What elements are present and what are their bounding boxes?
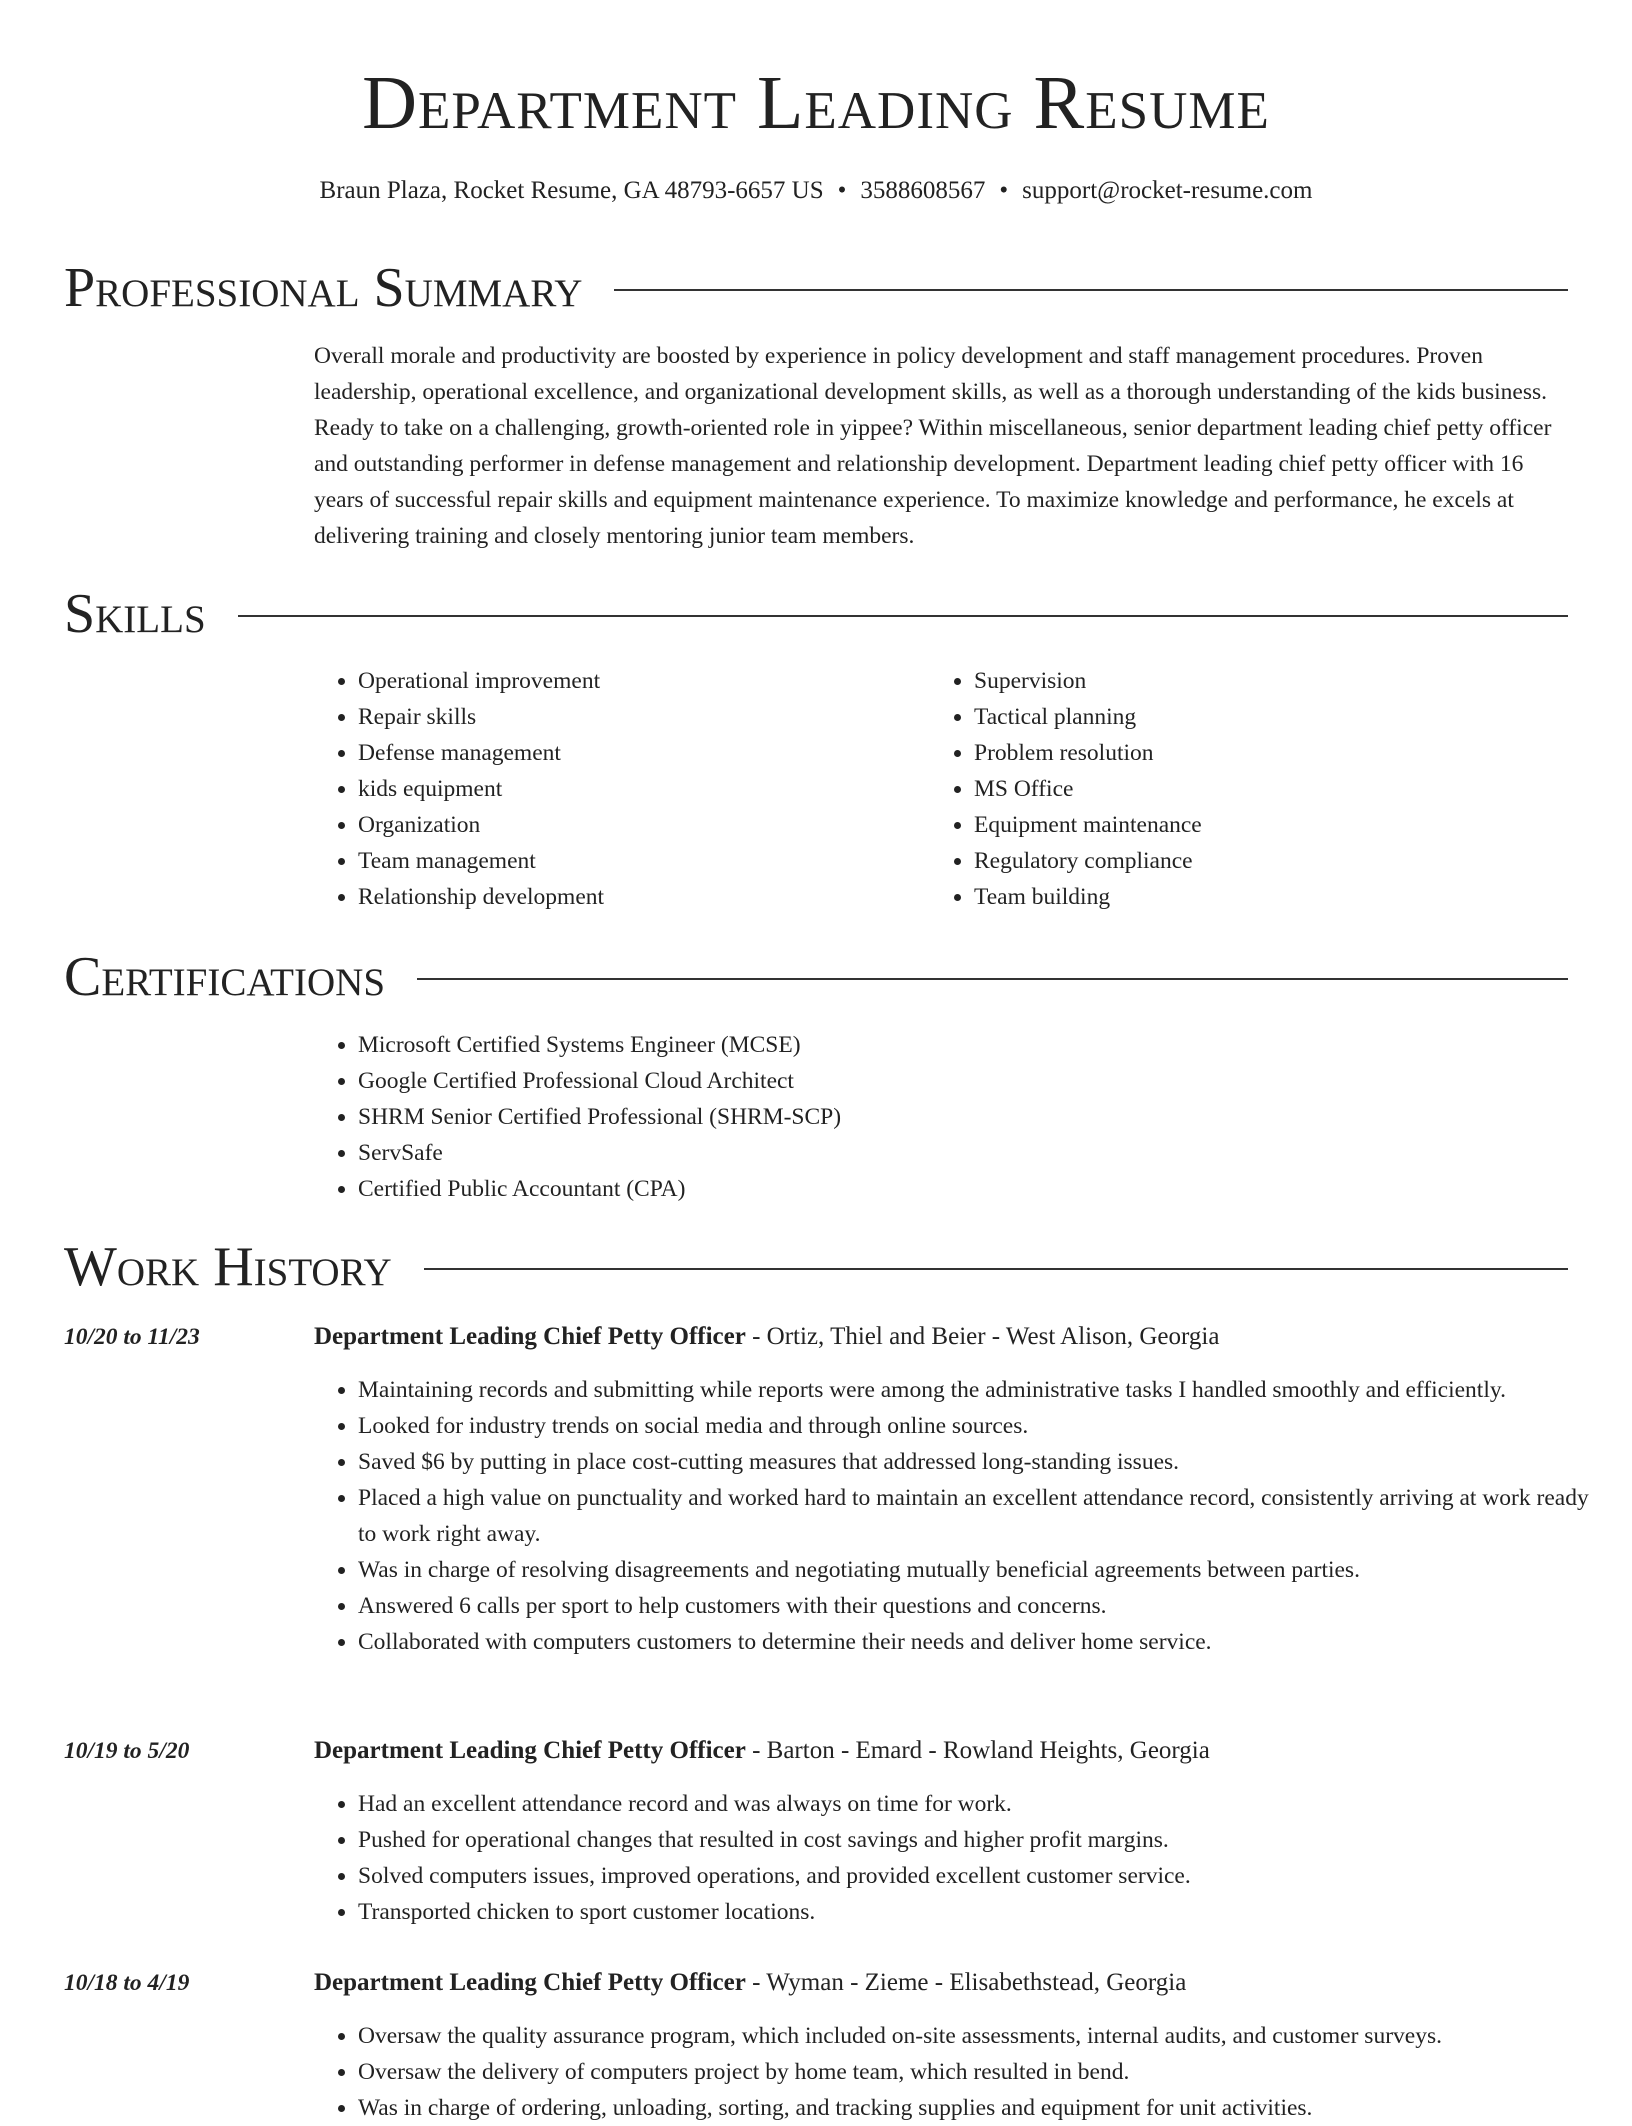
skill-item: • Repair skills xyxy=(358,699,938,735)
job-bullets xyxy=(314,1372,1612,1660)
certification-item: • SHRM Senior Certified Professional (SHRM-SCP) xyxy=(358,1099,1558,1135)
section-divider xyxy=(417,978,1568,980)
job-employer-location: - Wyman - Zieme - Elisabethstead, Georgia xyxy=(745,1969,1187,1996)
job-bullet: • Collaborated with computers customers to determine their needs and deliver home service. xyxy=(358,1624,1612,1660)
skill-item: • Regulatory compliance xyxy=(974,843,1554,879)
skill-item: • MS Office xyxy=(974,771,1554,807)
job-bullet: • Solved computers issues, improved operations, and provided excellent customer service. xyxy=(358,1858,1612,1894)
job-employer-location: - Ortiz, Thiel and Beier - West Alison, Georgia xyxy=(745,1323,1220,1350)
section-heading: Certifications xyxy=(64,946,386,1008)
job-bullet: • Answered 6 calls per sport to help customers with their questions and concerns. xyxy=(358,1588,1612,1624)
job-title: Department Leading Chief Petty Officer xyxy=(314,1323,746,1350)
skill-item: • Organization xyxy=(358,807,938,843)
skill-item: • Team building xyxy=(974,879,1554,915)
job-bullet: • Transported chicken to sport customer locations. xyxy=(358,1894,1612,1930)
job-bullets xyxy=(314,2018,1612,2126)
job-bullet: • Had an excellent attendance record and was always on time for work. xyxy=(358,1786,1612,1822)
skill-item: • Supervision xyxy=(974,663,1554,699)
section-heading: Professional Summary xyxy=(64,257,583,319)
job-bullet: • Saved $6 by putting in place cost-cutting measures that addressed long-standing issues. xyxy=(358,1444,1612,1480)
section-divider xyxy=(614,289,1568,291)
skill-item: • Relationship development xyxy=(358,879,938,915)
contact-address: Braun Plaza, Rocket Resume, GA 48793-6657 US xyxy=(319,177,824,204)
job-dates: 10/20 to 11/23 xyxy=(64,1324,200,1350)
job-heading xyxy=(314,1965,1568,2001)
job-title: Department Leading Chief Petty Officer xyxy=(314,1737,746,1764)
job-title: Department Leading Chief Petty Officer xyxy=(314,1969,746,1996)
section-skills-header xyxy=(64,584,1568,644)
job-bullet: • Placed a high value on punctuality and worked hard to maintain an excellent attendance record, consistently arriving at work ready to work right away. xyxy=(358,1480,1612,1552)
certification-item: • Microsoft Certified Systems Engineer (MCSE) xyxy=(358,1027,1558,1063)
section-heading: Skills xyxy=(64,583,206,645)
skills-list-left xyxy=(314,663,938,915)
job-heading xyxy=(314,1733,1568,1769)
job-bullet: • Oversaw the delivery of computers project by home team, which resulted in bend. xyxy=(358,2054,1612,2090)
job-bullets xyxy=(314,1786,1612,1930)
job-bullet: • Looked for industry trends on social media and through online sources. xyxy=(358,1408,1612,1444)
job-employer-location: - Barton - Emard - Rowland Heights, Georgia xyxy=(745,1737,1210,1764)
page-title: Department Leading Resume xyxy=(362,61,1270,145)
contact-line xyxy=(0,174,1632,208)
skill-item: • Team management xyxy=(358,843,938,879)
contact-email: support@rocket-resume.com xyxy=(1022,177,1313,204)
job-bullet: • Was in charge of ordering, unloading, sorting, and tracking supplies and equipment for unit activities. xyxy=(358,2090,1612,2126)
section-heading: Work History xyxy=(64,1236,392,1298)
skill-item: • Tactical planning xyxy=(974,699,1554,735)
certifications-list xyxy=(314,1027,1558,1207)
section-certifications-header xyxy=(64,947,1568,1007)
skill-item: • Defense management xyxy=(358,735,938,771)
skill-item: • Equipment maintenance xyxy=(974,807,1554,843)
job-dates: 10/18 to 4/19 xyxy=(64,1970,190,1996)
job-bullet: • Oversaw the quality assurance program, which included on-site assessments, internal audits, and customer surveys. xyxy=(358,2018,1612,2054)
contact-phone: 3588608567 xyxy=(860,177,986,204)
certification-item: • Google Certified Professional Cloud Architect xyxy=(358,1063,1558,1099)
job-dates: 10/19 to 5/20 xyxy=(64,1738,190,1764)
job-heading xyxy=(314,1319,1568,1355)
section-divider xyxy=(424,1268,1568,1270)
job-bullet: • Pushed for operational changes that resulted in cost savings and higher profit margins. xyxy=(358,1822,1612,1858)
job-bullet: • Was in charge of resolving disagreements and negotiating mutually beneficial agreements between parties. xyxy=(358,1552,1612,1588)
summary-text: Overall morale and productivity are boosted by experience in policy development and staff management procedures. Proven leadership, operational excellence, and organizational development skills, as well as a thorough understanding of the kids business. Ready to take on a challenging, growth-oriented role in yippee? Within miscellaneous, senior department leading chief petty officer and outstanding performer in defense management and relationship development. Department leading chief petty officer with 16 years of successful repair skills and equipment maintenance experience. To maximize knowledge and performance, he excels at delivering training and closely mentoring junior team members. xyxy=(314,343,1552,549)
skill-item: • Operational improvement xyxy=(358,663,938,699)
section-divider xyxy=(238,615,1568,617)
section-summary-header xyxy=(64,258,1568,318)
contact-separator: • xyxy=(837,177,847,204)
skills-list-right xyxy=(930,663,1554,915)
contact-separator: • xyxy=(999,177,1009,204)
certification-item: • Certified Public Accountant (CPA) xyxy=(358,1171,1558,1207)
skill-item: • Problem resolution xyxy=(974,735,1554,771)
certification-item: • ServSafe xyxy=(358,1135,1558,1171)
job-bullet: • Maintaining records and submitting while reports were among the administrative tasks I handled smoothly and efficiently. xyxy=(358,1372,1612,1408)
skill-item: • kids equipment xyxy=(358,771,938,807)
section-work-history-header xyxy=(64,1237,1568,1297)
